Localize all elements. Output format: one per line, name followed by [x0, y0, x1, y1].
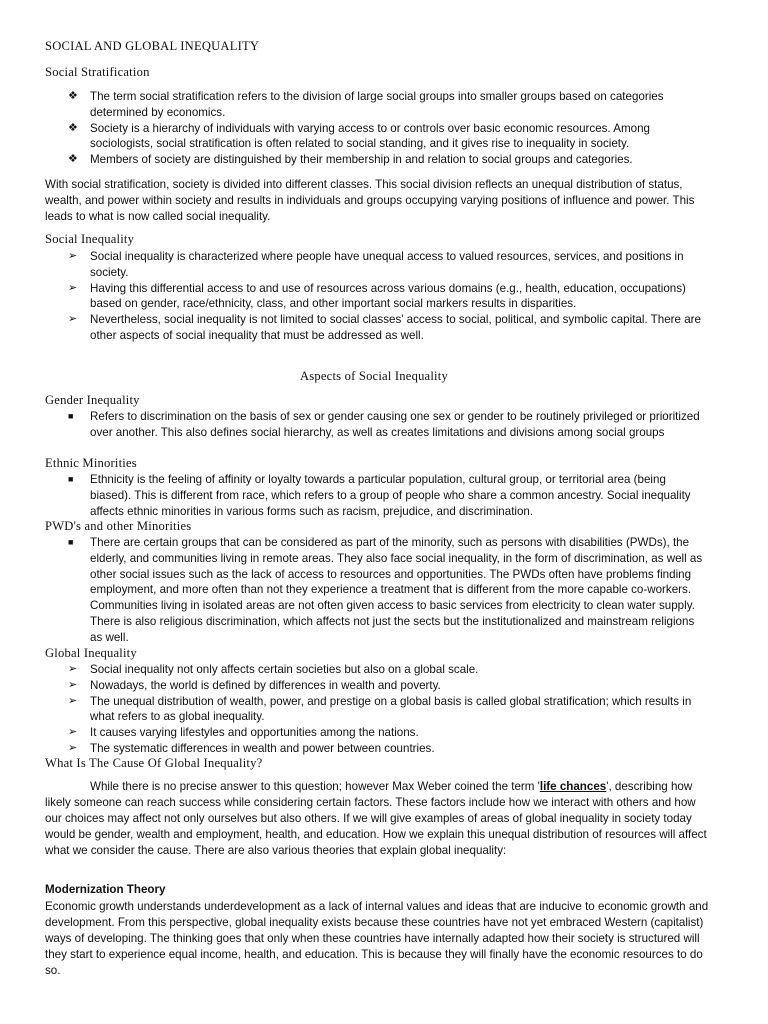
- list-item: ➢ The unequal distribution of wealth, power, and prestige on a global basis is called global stratification; which results in what refers to as global inequality.: [68, 694, 692, 724]
- list-item: ➢ Nowadays, the world is defined by differences in wealth and poverty.: [68, 678, 441, 692]
- global-list: [68, 662, 708, 757]
- list-item: ➢ The systematic differences in wealth and power between countries.: [68, 741, 435, 755]
- heading-global-inequality: Global Inequality: [45, 646, 137, 660]
- arrow-bullet-icon: ➢: [68, 678, 78, 691]
- list-item: ➢ It causes varying lifestyles and opportunities among the nations.: [68, 726, 419, 740]
- life-chances-link[interactable]: life chances: [539, 780, 607, 793]
- modernization-paragraph: Economic growth understands underdevelopment as a lack of internal values and ideas that are inducive to economic growth and development. From this perspective, global inequality exists because these countries have not yet embraced Western (capitalist) ways of developing. The thinking goes that only when these countries have internally adapted how their society is structured will they start to experience equal income, health, and education. This is because they will finally have the economic resources to do so.: [45, 900, 709, 977]
- list-item: ■ Ethnicity is the feeling of affinity or loyalty towards a particular population, cultural group, or territorial area (being biased). This is different from race, which refers to a group of people who share a common ancestry. Social inequality affects ethnic minorities in various forms such as racism, prejudice, and discrimination.: [68, 473, 691, 518]
- diamond-bullet-icon: ❖: [68, 153, 78, 166]
- stratification-list: [68, 89, 708, 168]
- heading-social-inequality: Social Inequality: [45, 232, 135, 246]
- list-item: ❖ Members of society are distinguished by their membership in and relation to social groups and categories.: [68, 153, 633, 167]
- heading-cause-question: What Is The Cause Of Global Inequality?: [45, 756, 263, 770]
- list-item: ➢ Social inequality is characterized where people have unequal access to valued resources, services, and positions in society.: [68, 250, 684, 279]
- inequality-list: [68, 249, 708, 344]
- heading-gender-inequality: Gender Inequality: [45, 393, 140, 407]
- arrow-bullet-icon: ➢: [68, 313, 78, 326]
- heading-social-stratification: Social Stratification: [45, 65, 150, 79]
- list-item: ❖ The term social stratification refers to the division of large social groups into smaller groups based on categories determined by economics.: [68, 90, 664, 119]
- list-item: ■ There are certain groups that can be considered as part of the minority, such as persons with disabilities (PWDs), the elderly, and communities living in remote areas. They also face social inequality, in the form of discrimination, as well as other social issues such as the lack of access to resources and opportunities. The PWDs often have problems finding employment, and more often than not they experience a treatment that is different from the more capable co-workers. Communities living in isolated areas are not often given access to basic services from electricity to clean water supply. There is also religious discrimination, which affects not just the sects but the institutionalized and mainstream religions as well.: [68, 536, 703, 644]
- diamond-bullet-icon: ❖: [68, 90, 78, 102]
- list-item: ❖ Society is a hierarchy of individuals with varying access to or controls over basic economic resources. Among sociologists, social stratification is often related to social standing, and it gives rise to inequality in society.: [68, 121, 650, 151]
- heading-aspects: Aspects of Social Inequality: [300, 369, 448, 383]
- list-item: ➢ Social inequality not only affects certain societies but also on a global scale.: [68, 663, 479, 676]
- list-item: ➢ Nevertheless, social inequality is not limited to social classes' access to social, political, and symbolic capital. There are other aspects of social inequality that must be addressed as well.: [68, 313, 701, 342]
- document-title: SOCIAL AND GLOBAL INEQUALITY: [45, 39, 260, 53]
- heading-pwd-minorities: PWD's and other Minorities: [45, 519, 192, 533]
- stratification-paragraph: With social stratification, society is divided into different classes. This social division reflects an unequal distribution of status, wealth, and power within society and results in individuals and groups occupying varying positions of influence and power. This leads to what is now called social inequality.: [45, 178, 695, 223]
- diamond-bullet-icon: ❖: [68, 121, 78, 134]
- arrow-bullet-icon: ➢: [68, 281, 78, 294]
- arrow-bullet-icon: ➢: [68, 663, 78, 675]
- cause-paragraph: While there is no precise answer to this question; however Max Weber coined the term 'life chances', describing how likely someone can reach success while considering certain factors. These factors include how we interact with others and how our choices may affect not only ourselves but also others. If we will give examples of areas of global inequality in society today would be gender, wealth and employment, health, and education. How we explain this unequal distribution of resources will affect what we consider the cause. There are also various theories that explain global inequality:: [45, 780, 707, 857]
- square-bullet-icon: ■: [68, 537, 74, 547]
- ethnic-list: [68, 472, 708, 519]
- list-item: ➢ Having this differential access to and use of resources across various domains (e.g., health, education, occupations) based on gender, race/ethnicity, class, and other important social markers results in disparities.: [68, 281, 686, 311]
- square-bullet-icon: ■: [68, 411, 74, 421]
- heading-ethnic-minorities: Ethnic Minorities: [45, 456, 137, 470]
- square-bullet-icon: ■: [68, 474, 74, 484]
- pwd-list: [68, 535, 708, 646]
- gender-list: [68, 409, 708, 441]
- arrow-bullet-icon: ➢: [68, 726, 78, 739]
- heading-modernization-theory: Modernization Theory: [45, 883, 166, 896]
- arrow-bullet-icon: ➢: [68, 741, 78, 754]
- list-item: ■ Refers to discrimination on the basis of sex or gender causing one sex or gender to be routinely privileged or prioritized over another. This also defines social hierarchy, as well as creates limitations and divisions among social groups: [68, 410, 700, 439]
- arrow-bullet-icon: ➢: [68, 250, 78, 262]
- arrow-bullet-icon: ➢: [68, 694, 78, 707]
